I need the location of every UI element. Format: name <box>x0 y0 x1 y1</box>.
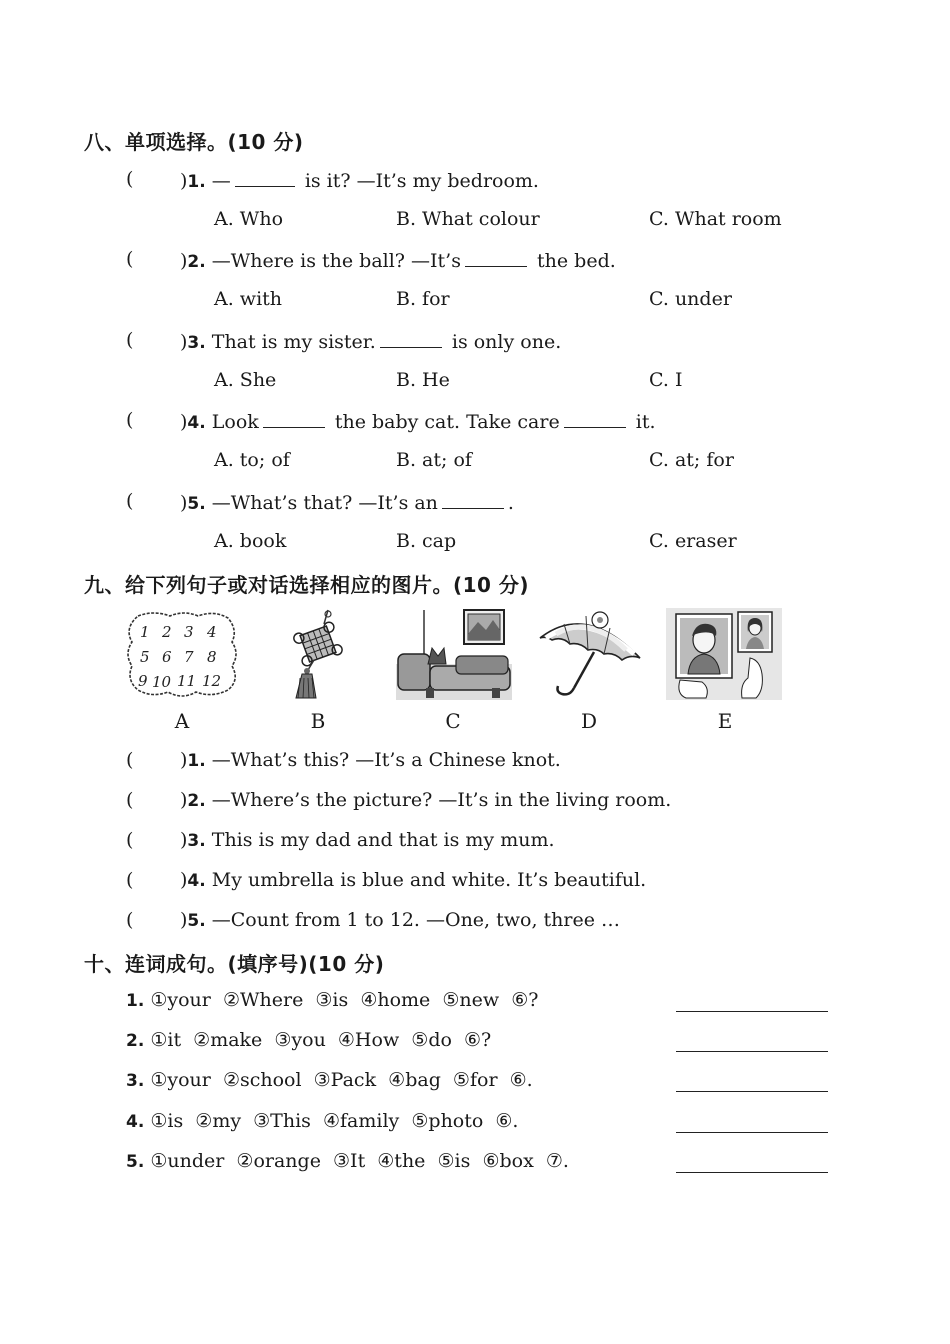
s9-question-1: )1. —What’s this? —It’s a Chinese knot. <box>180 749 561 771</box>
s10-question-4: 4. ①is ②my ③This ④family ⑤photo ⑥. <box>126 1110 519 1132</box>
fill-blank[interactable] <box>442 490 504 509</box>
picture-label-d: D <box>580 709 598 733</box>
picture-label-a: A <box>174 709 190 733</box>
option-a: A. book <box>214 530 287 552</box>
answer-paren-open: ( <box>126 248 134 270</box>
option-c: C. I <box>649 369 683 391</box>
picture-label-b: B <box>310 709 326 733</box>
s9-question-4: )4. My umbrella is blue and white. It’s beautiful. <box>180 869 647 891</box>
digit-12: 12 <box>202 672 222 690</box>
option-c: C. eraser <box>649 530 737 552</box>
chinese-knot-icon <box>284 608 354 700</box>
digit-3: 3 <box>184 623 194 641</box>
answer-line[interactable] <box>676 1171 828 1173</box>
s8-question-1: )1. — is it? —It’s my bedroom. <box>180 170 539 192</box>
digit-11: 11 <box>177 672 197 690</box>
option-c: C. at; for <box>649 449 734 471</box>
section-10-heading: 十、连词成句。(填序号)(10 分) <box>84 952 385 976</box>
digit-8: 8 <box>207 648 217 666</box>
answer-paren-open: ( <box>126 869 134 891</box>
picture-label-e: E <box>717 709 733 733</box>
digit-10: 10 <box>152 673 172 691</box>
digit-7: 7 <box>184 648 194 666</box>
s10-question-1: 1. ①your ②Where ③is ④home ⑤new ⑥? <box>126 989 539 1011</box>
option-a: A. to; of <box>214 449 290 471</box>
family-photo-icon <box>666 608 782 700</box>
s8-question-3: )3. That is my sister. is only one. <box>180 331 562 353</box>
numbers-1-12-icon <box>124 608 240 700</box>
digit-4: 4 <box>207 623 217 641</box>
option-b: B. for <box>396 288 450 310</box>
digit-5: 5 <box>140 648 150 666</box>
digit-6: 6 <box>162 648 172 666</box>
fill-blank[interactable] <box>380 329 442 348</box>
s8-question-4: )4. Look the baby cat. Take care it. <box>180 411 656 433</box>
s8-question-2: )2. —Where is the ball? —It’s the bed. <box>180 250 616 272</box>
picture-label-c: C <box>445 709 461 733</box>
answer-line[interactable] <box>676 1050 828 1052</box>
answer-line[interactable] <box>676 1010 828 1012</box>
section-8-heading: 八、单项选择。(10 分) <box>84 130 304 154</box>
answer-paren-open: ( <box>126 909 134 931</box>
answer-paren-open: ( <box>126 168 134 190</box>
option-a: A. with <box>214 288 283 310</box>
option-b: B. He <box>396 369 450 391</box>
answer-line[interactable] <box>676 1090 828 1092</box>
s10-question-2: 2. ①it ②make ③you ④How ⑤do ⑥? <box>126 1029 492 1051</box>
option-c: C. under <box>649 288 732 310</box>
section-9-heading: 九、给下列句子或对话选择相应的图片。(10 分) <box>84 573 530 597</box>
answer-paren-open: ( <box>126 789 134 811</box>
fill-blank[interactable] <box>235 168 295 187</box>
answer-paren-open: ( <box>126 829 134 851</box>
answer-paren-open: ( <box>126 749 134 771</box>
s8-question-5: )5. —What’s that? —It’s an . <box>180 492 514 514</box>
fill-blank[interactable] <box>564 409 626 428</box>
option-a: A. She <box>214 369 277 391</box>
option-a: A. Who <box>214 208 284 230</box>
fill-blank[interactable] <box>263 409 325 428</box>
answer-paren-open: ( <box>126 329 134 351</box>
s10-question-3: 3. ①your ②school ③Pack ④bag ⑤for ⑥. <box>126 1069 533 1091</box>
digit-9: 9 <box>138 672 148 690</box>
answer-line[interactable] <box>676 1131 828 1133</box>
s9-question-3: )3. This is my dad and that is my mum. <box>180 829 555 851</box>
answer-paren-open: ( <box>126 409 134 431</box>
answer-paren-open: ( <box>126 490 134 512</box>
fill-blank[interactable] <box>465 248 527 267</box>
umbrella-icon <box>534 608 646 700</box>
option-b: B. What colour <box>396 208 540 230</box>
s9-question-5: )5. —Count from 1 to 12. —One, two, three … <box>180 909 621 931</box>
s9-question-2: )2. —Where’s the picture? —It’s in the living room. <box>180 789 672 811</box>
option-c: C. What room <box>649 208 782 230</box>
living-room-icon <box>396 608 512 700</box>
digit-1: 1 <box>140 623 150 641</box>
option-b: B. at; of <box>396 449 472 471</box>
digit-2: 2 <box>162 623 172 641</box>
option-b: B. cap <box>396 530 457 552</box>
s10-question-5: 5. ①under ②orange ③It ④the ⑤is ⑥box ⑦. <box>126 1150 569 1172</box>
